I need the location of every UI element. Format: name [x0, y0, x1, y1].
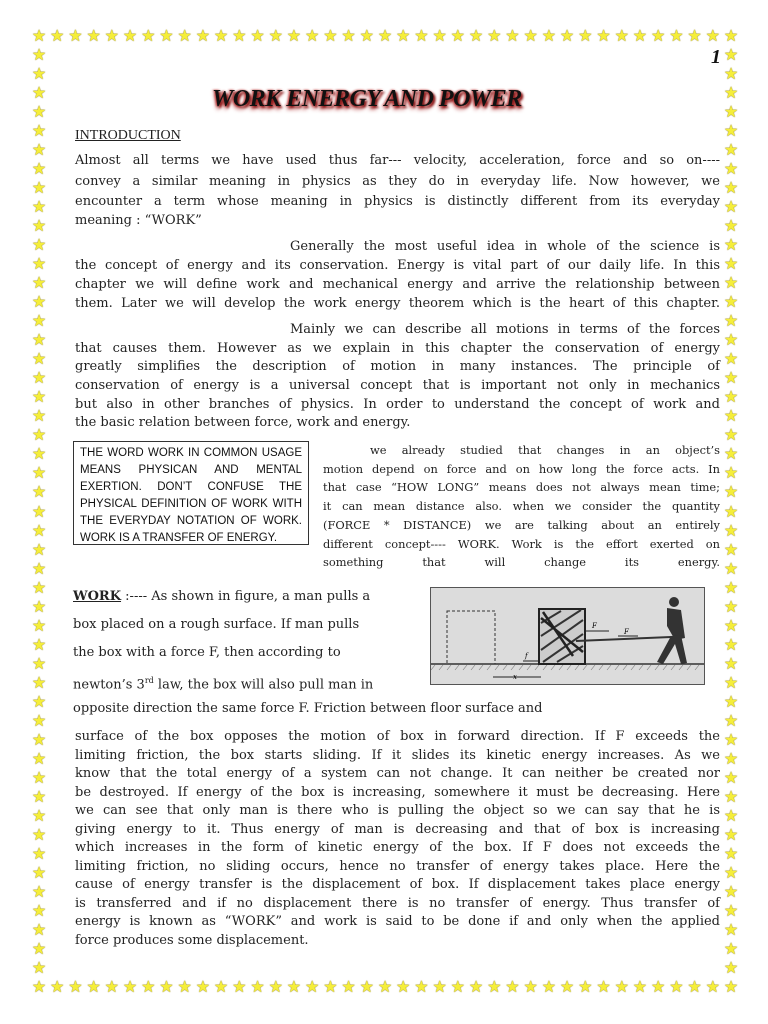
border-star-icon: ★ [323, 977, 338, 996]
border-star-icon: ★ [304, 977, 320, 996]
text-line: is transferred and if no displacement there is no transfer of energy. Thus transfer of [75, 896, 720, 911]
border-star-icon: ★ [31, 729, 47, 749]
border-star-icon: ★ [723, 881, 739, 901]
border-star-icon: ★ [268, 977, 283, 996]
text-line: surface of the box opposes the motion of box in forward direction. If F exceeds the [75, 729, 720, 744]
border-star-icon: ★ [723, 824, 739, 844]
border-star-icon: ★ [723, 596, 739, 616]
border-star-icon: ★ [213, 977, 229, 996]
border-star-icon: ★ [468, 26, 484, 45]
border-star-icon: ★ [250, 26, 265, 45]
text-line: them. Later we will develop the work energy theorem which is the heart of this chapter. [75, 296, 720, 311]
border-star-icon: ★ [723, 178, 739, 198]
border-star-icon: ★ [31, 45, 47, 65]
border-star-icon: ★ [86, 26, 101, 45]
border-star-icon: ★ [723, 26, 739, 45]
border-star-icon: ★ [723, 957, 739, 977]
border-star-icon: ★ [723, 805, 739, 825]
border-star-icon: ★ [723, 121, 739, 141]
border-star-icon: ★ [31, 691, 47, 711]
border-star-icon: ★ [614, 977, 629, 996]
border-star-icon: ★ [632, 977, 648, 996]
text-line: box placed on a rough surface. If man pulls [73, 617, 360, 632]
border-star-icon: ★ [396, 26, 411, 45]
border-star-icon: ★ [323, 26, 338, 45]
border-star-icon: ★ [31, 919, 47, 939]
border-star-icon: ★ [31, 843, 47, 863]
text-line: it can mean distance also. when we consider the quantity [323, 499, 720, 513]
border-star-icon: ★ [141, 26, 156, 45]
border-star-icon: ★ [31, 672, 47, 692]
text-line: limiting friction, the box starts sliding. If it slides its kinetic energy increases. As we [75, 748, 720, 763]
text-line: the box with a force F, then according to [73, 645, 341, 660]
border-star-icon: ★ [723, 159, 739, 179]
page-number: 1 [711, 46, 721, 68]
border-star-icon: ★ [31, 83, 47, 103]
border-star-icon: ★ [31, 406, 47, 426]
border-star-icon: ★ [723, 444, 739, 464]
border-star-icon: ★ [377, 26, 393, 45]
border-star-icon: ★ [31, 159, 47, 179]
border-star-icon: ★ [213, 26, 229, 45]
border-star-icon: ★ [723, 45, 739, 65]
border-star-icon: ★ [31, 520, 47, 540]
text-line: greatly simplifies the description of motion in many instances. The principle of [75, 359, 720, 374]
border-star-icon: ★ [614, 26, 629, 45]
border-star-icon: ★ [31, 235, 47, 255]
border-star-icon: ★ [723, 558, 739, 578]
text-line: chapter we will define work and mechanical energy and arrive the relationship between [75, 277, 720, 292]
border-star-icon: ★ [723, 368, 739, 388]
border-star-icon: ★ [723, 843, 739, 863]
border-star-icon: ★ [723, 691, 739, 711]
border-star-icon: ★ [31, 178, 47, 198]
text-line: meaning : “WORK” [75, 213, 202, 228]
text-line: different concept---- WORK. Work is the effort exerted on [323, 537, 720, 551]
border-star-icon: ★ [669, 26, 684, 45]
text-line: force produces some displacement. [75, 933, 309, 948]
border-star-icon: ★ [541, 26, 557, 45]
border-star-icon: ★ [487, 977, 502, 996]
text-line: opposite direction the same force F. Friction between floor surface and [73, 701, 543, 716]
border-star-icon: ★ [523, 977, 538, 996]
border-star-icon: ★ [705, 977, 720, 996]
border-star-icon: ★ [723, 615, 739, 635]
text-line: motion depend on force and on how long the force acts. In [323, 462, 720, 476]
border-star-icon: ★ [50, 977, 65, 996]
border-star-icon: ★ [31, 805, 47, 825]
text-line: which increases in the form of kinetic energy of the box. If F does not exceeds the [75, 840, 720, 855]
border-star-icon: ★ [414, 26, 429, 45]
border-star-icon: ★ [250, 977, 265, 996]
border-star-icon: ★ [31, 121, 47, 141]
border-star-icon: ★ [304, 26, 320, 45]
text-line: but also in other branches of physics. In order to understand the concept of work and [75, 397, 720, 412]
border-star-icon: ★ [487, 26, 502, 45]
border-star-icon: ★ [723, 710, 739, 730]
border-star-icon: ★ [650, 977, 666, 996]
border-star-icon: ★ [723, 349, 739, 369]
border-star-icon: ★ [687, 26, 702, 45]
border-star-icon: ★ [31, 710, 47, 730]
friction-label: f [525, 652, 528, 660]
border-star-icon: ★ [31, 539, 47, 559]
border-star-icon: ★ [632, 26, 648, 45]
border-star-icon: ★ [723, 919, 739, 939]
text-line: newton’s 3 [73, 677, 145, 693]
border-star-icon: ★ [377, 977, 393, 996]
border-star-icon: ★ [122, 26, 138, 45]
text-line: Generally the most useful idea in whole of the science is [290, 239, 720, 254]
text-line: the concept of energy and its conservation. Energy is vital part of our daily life. In this [75, 258, 720, 273]
text-line: know that the total energy of a system can not change. It can neither be created nor [75, 766, 720, 781]
text-line: giving energy to it. Thus energy of man is decreasing and that of box is increasing [75, 822, 720, 837]
border-star-icon: ★ [723, 83, 739, 103]
border-star-icon: ★ [286, 26, 302, 45]
border-star-icon: ★ [68, 977, 83, 996]
text-line: Mainly we can describe all motions in terms of the forces [290, 322, 720, 337]
border-star-icon: ★ [432, 977, 447, 996]
border-star-icon: ★ [31, 653, 47, 673]
border-star-icon: ★ [177, 26, 192, 45]
border-star-icon: ★ [232, 977, 247, 996]
border-star-icon: ★ [31, 254, 47, 274]
note-line: MEANS PHYSICAN AND MENTAL [80, 464, 302, 476]
border-star-icon: ★ [31, 463, 47, 483]
border-star-icon: ★ [341, 26, 356, 45]
border-star-icon: ★ [723, 292, 739, 312]
border-star-icon: ★ [723, 729, 739, 749]
border-star-icon: ★ [359, 977, 374, 996]
text-line: the basic relation between force, work and energy. [75, 415, 411, 430]
border-star-icon: ★ [669, 977, 684, 996]
border-star-icon: ★ [159, 977, 174, 996]
border-star-icon: ★ [31, 349, 47, 369]
border-star-icon: ★ [559, 26, 575, 45]
border-star-icon: ★ [723, 900, 739, 920]
border-star-icon: ★ [31, 311, 47, 331]
page-title: WORK ENERGY AND POWER [212, 86, 522, 112]
border-star-icon: ★ [31, 577, 47, 597]
border-star-icon: ★ [450, 26, 465, 45]
border-star-icon: ★ [31, 767, 47, 787]
text-line: convey a similar meaning in physics as they do in everyday life. Now however, we [75, 174, 720, 189]
border-star-icon: ★ [104, 977, 119, 996]
border-star-icon: ★ [723, 482, 739, 502]
border-star-icon: ★ [723, 425, 739, 445]
text-line: something that will change its energy. [323, 555, 720, 569]
note-line: WORK IS A TRANSFER OF ENERGY. [80, 532, 278, 544]
border-star-icon: ★ [268, 26, 283, 45]
border-star-icon: ★ [31, 558, 47, 578]
border-star-icon: ★ [31, 482, 47, 502]
border-star-icon: ★ [31, 938, 47, 958]
border-star-icon: ★ [396, 977, 411, 996]
border-star-icon: ★ [723, 938, 739, 958]
border-star-icon: ★ [68, 26, 83, 45]
border-star-icon: ★ [31, 368, 47, 388]
note-line: EXERTION. DON’T CONFUSE THE [80, 481, 302, 493]
text-line: be destroyed. If energy of the box is increasing, somewhere it must be decreasing. Here [75, 785, 720, 800]
border-star-icon: ★ [31, 824, 47, 844]
border-star-icon: ★ [31, 216, 47, 236]
border-star-icon: ★ [723, 672, 739, 692]
border-star-icon: ★ [50, 26, 65, 45]
border-star-icon: ★ [159, 26, 174, 45]
border-star-icon: ★ [31, 786, 47, 806]
border-star-icon: ★ [723, 748, 739, 768]
border-star-icon: ★ [232, 26, 247, 45]
border-star-icon: ★ [122, 977, 138, 996]
border-star-icon: ★ [559, 977, 575, 996]
border-star-icon: ★ [505, 26, 520, 45]
border-star-icon: ★ [31, 957, 47, 977]
border-star-icon: ★ [31, 64, 47, 84]
border-star-icon: ★ [723, 197, 739, 217]
border-star-icon: ★ [31, 292, 47, 312]
border-star-icon: ★ [723, 767, 739, 787]
border-star-icon: ★ [723, 387, 739, 407]
border-star-icon: ★ [31, 330, 47, 350]
border-star-icon: ★ [723, 862, 739, 882]
border-star-icon: ★ [723, 977, 739, 996]
border-star-icon: ★ [141, 977, 156, 996]
superscript: rd [144, 676, 154, 685]
text-line: law, the box will also pull man in [153, 677, 374, 693]
border-star-icon: ★ [723, 140, 739, 160]
reaction-label: F [624, 628, 629, 636]
border-star-icon: ★ [578, 26, 593, 45]
border-star-icon: ★ [723, 539, 739, 559]
text-line: energy is known as “WORK” and work is said to be done if and only when the applied [75, 914, 720, 929]
border-star-icon: ★ [31, 444, 47, 464]
border-star-icon: ★ [31, 862, 47, 882]
border-star-icon: ★ [723, 577, 739, 597]
border-star-icon: ★ [468, 977, 484, 996]
border-star-icon: ★ [523, 26, 538, 45]
border-star-icon: ★ [723, 653, 739, 673]
border-star-icon: ★ [286, 977, 302, 996]
border-star-icon: ★ [31, 197, 47, 217]
border-star-icon: ★ [31, 881, 47, 901]
text-line: (FORCE * DISTANCE) we are talking about an entirely [323, 518, 720, 532]
border-star-icon: ★ [723, 501, 739, 521]
border-star-icon: ★ [596, 977, 611, 996]
border-star-icon: ★ [578, 977, 593, 996]
border-star-icon: ★ [31, 26, 47, 45]
border-star-icon: ★ [705, 26, 720, 45]
border-star-icon: ★ [723, 273, 739, 293]
border-star-icon: ★ [723, 786, 739, 806]
border-star-icon: ★ [31, 273, 47, 293]
text-line: :---- As shown in figure, a man pulls a [125, 589, 371, 604]
border-star-icon: ★ [723, 254, 739, 274]
man-pulling-box-figure [430, 587, 705, 685]
text-line: that causes them. However as we explain in this chapter the conservation of energy [75, 341, 720, 356]
border-star-icon: ★ [31, 634, 47, 654]
displacement-label: x [513, 673, 517, 681]
border-star-icon: ★ [723, 235, 739, 255]
border-star-icon: ★ [359, 26, 374, 45]
text-line: limiting friction, no sliding occurs, hence no transfer of energy takes place. Here the [75, 859, 720, 874]
note-line: THE WORD WORK IN COMMON USAGE [80, 447, 302, 459]
border-star-icon: ★ [104, 26, 119, 45]
text-line: we already studied that changes in an object’s [370, 443, 720, 457]
border-star-icon: ★ [687, 977, 702, 996]
border-star-icon: ★ [723, 330, 739, 350]
text-line: we can see that only man is there who is pulling the object so we can say that he is [75, 803, 720, 818]
border-star-icon: ★ [723, 64, 739, 84]
border-star-icon: ★ [31, 615, 47, 635]
border-star-icon: ★ [650, 26, 666, 45]
border-star-icon: ★ [450, 977, 465, 996]
border-star-icon: ★ [432, 26, 447, 45]
border-star-icon: ★ [723, 406, 739, 426]
text-line: that case “HOW LONG” means does not always mean time; [323, 480, 720, 494]
text-line: encounter a term whose meaning in physics is distinctly different from its everyday [75, 194, 720, 209]
border-star-icon: ★ [723, 102, 739, 122]
border-star-icon: ★ [195, 26, 211, 45]
border-star-icon: ★ [723, 463, 739, 483]
border-star-icon: ★ [414, 977, 429, 996]
text-line: cause of energy transfer is the displacement of box. If displacement takes place energy [75, 877, 720, 892]
border-star-icon: ★ [596, 26, 611, 45]
border-star-icon: ★ [31, 900, 47, 920]
man-icon [657, 597, 687, 664]
border-star-icon: ★ [31, 596, 47, 616]
border-star-icon: ★ [31, 501, 47, 521]
force-label: F [592, 622, 597, 630]
note-line: PHYSICAL DEFINITION OF WORK WITH [80, 498, 302, 510]
border-star-icon: ★ [723, 216, 739, 236]
border-star-icon: ★ [195, 977, 211, 996]
border-star-icon: ★ [31, 140, 47, 160]
intro-heading: INTRODUCTION [75, 128, 181, 143]
work-label: WORK [73, 589, 122, 604]
border-star-icon: ★ [505, 977, 520, 996]
text-line: Almost all terms we have used thus far--- velocity, acceleration, force and so on---- [75, 153, 720, 168]
border-star-icon: ★ [723, 520, 739, 540]
border-star-icon: ★ [177, 977, 192, 996]
border-star-icon: ★ [86, 977, 101, 996]
border-star-icon: ★ [723, 634, 739, 654]
border-star-icon: ★ [31, 425, 47, 445]
border-star-icon: ★ [31, 748, 47, 768]
border-star-icon: ★ [31, 387, 47, 407]
text-line: conservation of energy is a universal concept that is important not only in mechanics [75, 378, 720, 393]
border-star-icon: ★ [341, 977, 356, 996]
border-star-icon: ★ [541, 977, 557, 996]
border-star-icon: ★ [723, 311, 739, 331]
border-star-icon: ★ [31, 977, 47, 996]
note-box [73, 441, 309, 545]
note-line: THE EVERYDAY NOTATION OF WORK. [80, 515, 302, 527]
border-star-icon: ★ [31, 102, 47, 122]
